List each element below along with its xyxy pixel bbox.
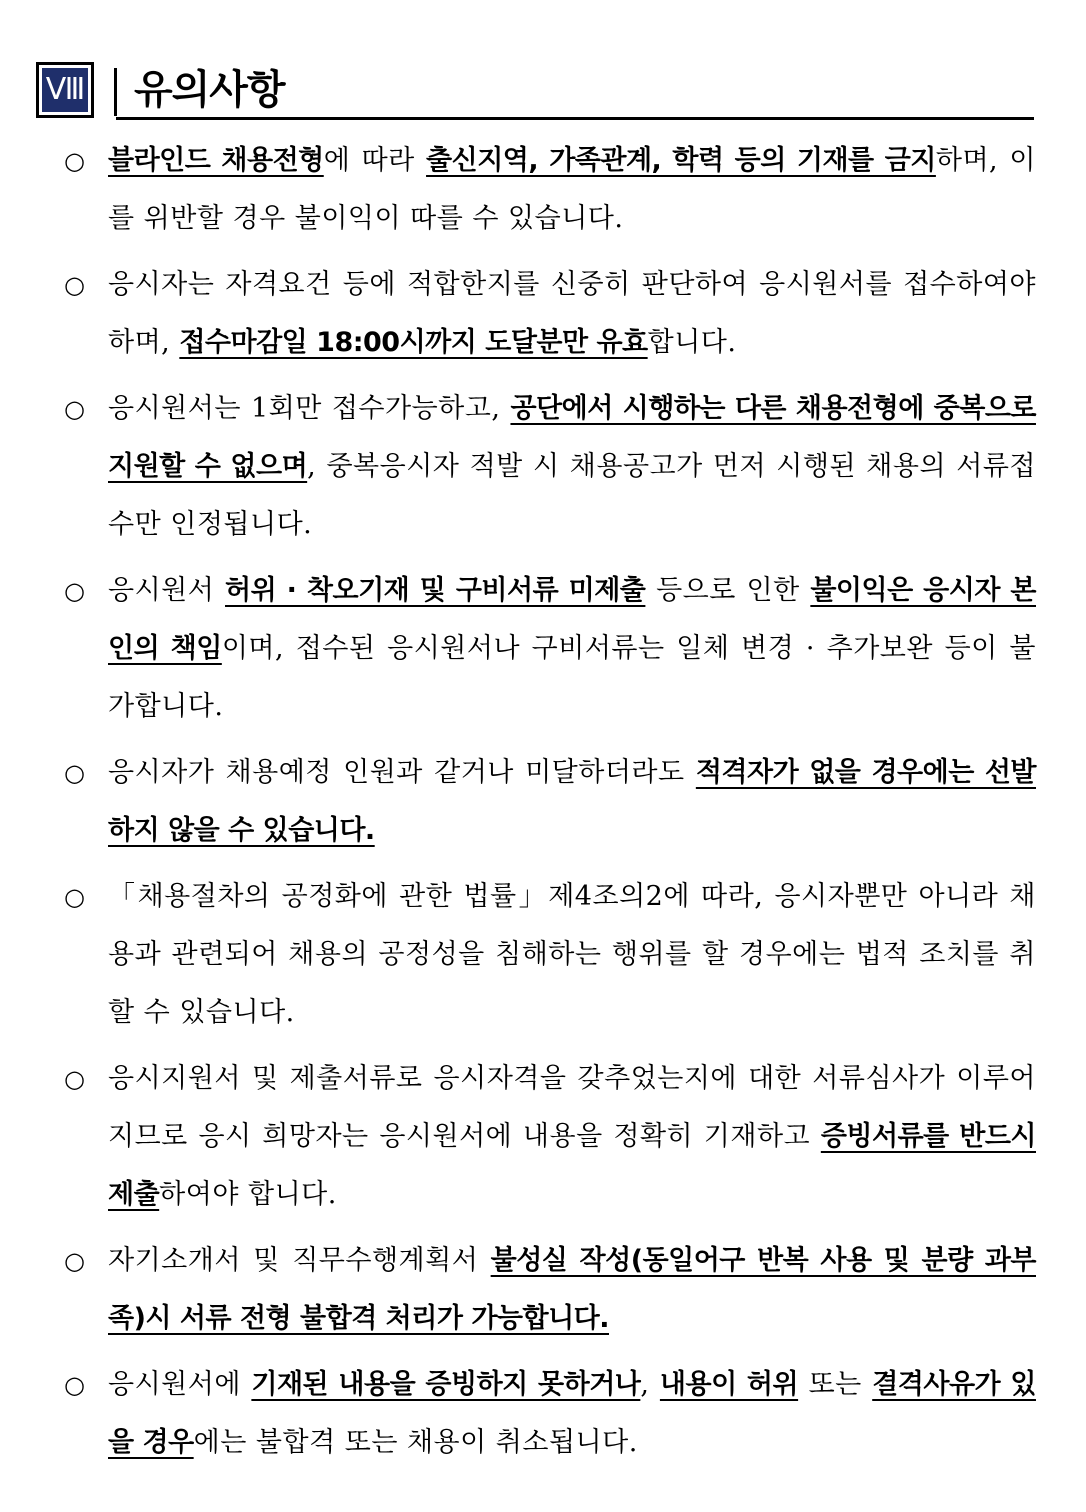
notice-text: 또는: [798, 1369, 873, 1400]
notice-item: [60, 1356, 1036, 1472]
emphasized-text: 출신지역, 가족관계, 학력 등의 기재를 금지: [426, 145, 936, 176]
section-number-box: [36, 62, 94, 118]
header-divider: [114, 68, 117, 116]
notice-item: [60, 868, 1036, 1042]
notice-item: [60, 256, 1036, 372]
notice-text: 응시자는 자격요건 등에 적합한지를 신중히 판단하여 응시원서를 접수하여야 하며,: [108, 269, 1036, 358]
notice-text: 에는 불합격 또는 채용이 취소됩니다.: [193, 1427, 638, 1458]
notice-item: [60, 1232, 1036, 1348]
emphasized-text: 접수마감일 18:00시까지 도달분만 유효: [179, 327, 648, 358]
notice-text: 하여야 합니다.: [159, 1179, 337, 1210]
section-header: [36, 62, 1034, 120]
notice-text: ,: [640, 1369, 660, 1400]
bullet-circle-icon: ○: [64, 147, 86, 175]
notice-text: 응시지원서 및 제출서류로 응시자격을 갖추었는지에 대한 서류심사가 이루어지므로 응시 희망자는 응시원서에 내용을 정확히 기재하고: [108, 1063, 1036, 1152]
emphasized-text: 불성실 작성(동일어구 반복 사용 및 분량 과부족)시 서류 전형 불합격 처리가 가능합니다.: [108, 1245, 1036, 1334]
notice-item: [60, 132, 1036, 248]
emphasized-text: 증빙서류를 반드시 제출: [108, 1121, 1036, 1210]
emphasized-text: 공단에서 시행하는 다른 채용전형에 중복으로 지원할 수 없으며: [108, 393, 1036, 482]
section-title: 유의사항: [134, 67, 285, 113]
emphasized-text: 허위 · 착오기재 및 구비서류 미제출: [225, 575, 646, 606]
notice-item: [60, 562, 1036, 736]
notice-text: 이며, 접수된 응시원서나 구비서류는 일체 변경 · 추가보완 등이 불가합니다.: [108, 633, 1036, 722]
notice-item: [60, 1050, 1036, 1224]
emphasized-text: 블라인드 채용전형: [108, 145, 324, 176]
bullet-circle-icon: ○: [64, 1065, 86, 1093]
bullet-circle-icon: ○: [64, 1371, 86, 1399]
notice-text: 에 따라: [323, 145, 427, 176]
notice-text: 합니다.: [647, 327, 737, 358]
notice-text: 응시자가 채용예정 인원과 같거나 미달하더라도: [108, 757, 696, 788]
notice-text: 「채용절차의 공정화에 관한 법률」제4조의2에 따라, 응시자뿐만 아니라 채용과 관련되어 채용의 공정성을 침해하는 행위를 할 경우에는 법적 조치를 취할 수 있습니다.: [108, 881, 1036, 1028]
notice-item: [60, 744, 1036, 860]
notice-text: 응시원서는 1회만 접수가능하고,: [108, 393, 511, 424]
notice-text: 응시원서: [108, 575, 226, 606]
notice-text: 응시원서에: [108, 1369, 252, 1400]
emphasized-text: 적격자가 없을 경우에는 선발하지 않을 수 있습니다.: [108, 757, 1036, 846]
emphasized-text: 결격사유가 있을 경우: [108, 1369, 1036, 1458]
section-number: Ⅷ: [42, 68, 88, 112]
notice-list: [60, 132, 1036, 1480]
header-underline: [116, 117, 1034, 120]
emphasized-text: 내용이 허위: [659, 1369, 799, 1400]
notice-text: 자기소개서 및 직무수행계획서: [108, 1245, 491, 1276]
bullet-circle-icon: ○: [64, 271, 86, 299]
bullet-circle-icon: ○: [64, 395, 86, 423]
notice-text: 등으로 인한: [645, 575, 811, 606]
bullet-circle-icon: ○: [64, 577, 86, 605]
emphasized-text: 기재된 내용을 증빙하지 못하거나: [251, 1369, 641, 1400]
bullet-circle-icon: ○: [64, 1247, 86, 1275]
emphasized-text: 불이익은 응시자 본인의 책임: [108, 575, 1036, 664]
notice-text: , 중복응시자 적발 시 채용공고가 먼저 시행된 채용의 서류접수만 인정됩니다.: [108, 451, 1036, 540]
notice-text: 하며, 이를 위반할 경우 불이익이 따를 수 있습니다.: [108, 145, 1036, 234]
notice-item: [60, 380, 1036, 554]
bullet-circle-icon: ○: [64, 759, 86, 787]
bullet-circle-icon: ○: [64, 883, 86, 911]
